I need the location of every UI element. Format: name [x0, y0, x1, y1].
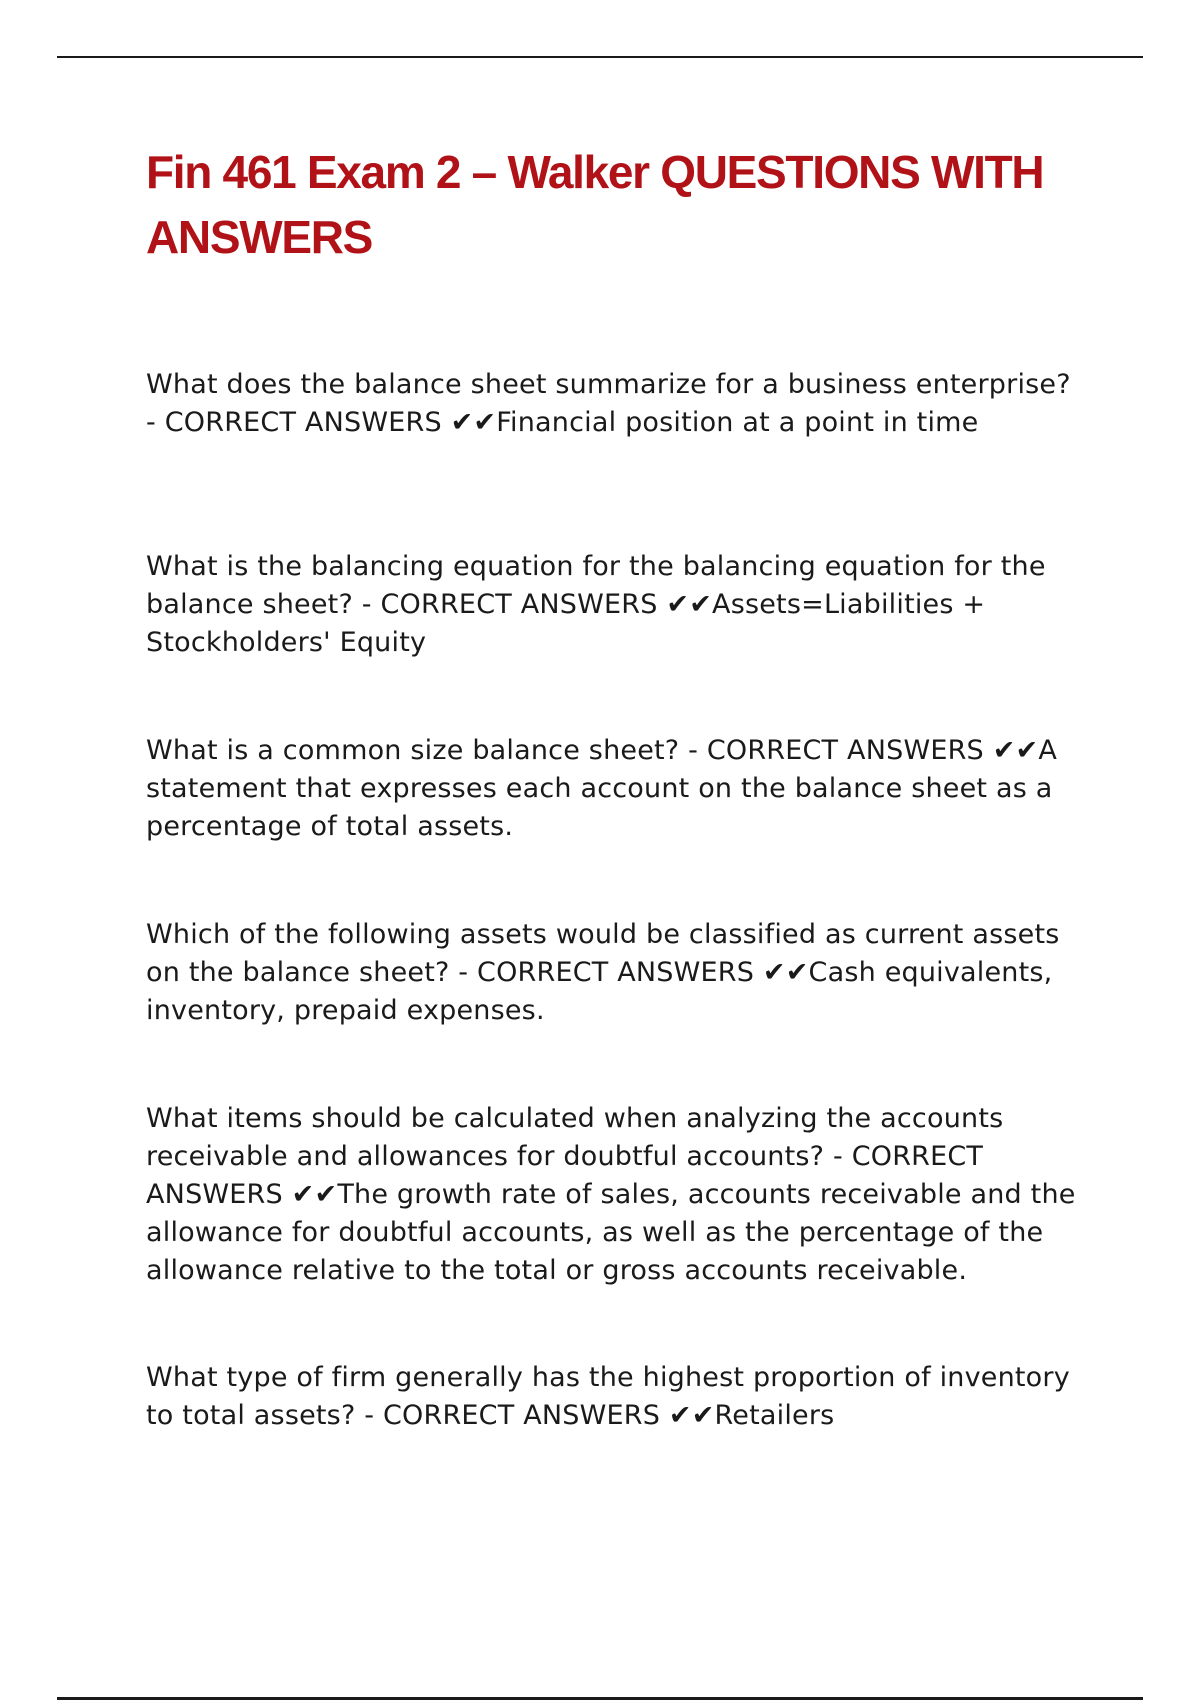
- qa-entry-1: [146, 366, 1086, 442]
- qa-entry-3: [146, 732, 1086, 846]
- check-icon: ✔✔: [450, 407, 497, 438]
- question-text: What is a common size balance sheet? - CORRECT ANSWERS: [146, 735, 984, 766]
- question-text: Which of the following assets would be classified as current assets on the balance sheet? - CORRECT ANSWERS: [146, 919, 1060, 988]
- check-icon: ✔✔: [291, 1179, 338, 1210]
- question-text: What is the balancing equation for the balancing equation for the balance sheet? - CORRECT ANSWERS: [146, 551, 1046, 620]
- qa-entry-4: [146, 916, 1086, 1030]
- check-icon: ✔✔: [992, 735, 1039, 766]
- question-text: What type of firm generally has the highest proportion of inventory to total assets? - CORRECT ANSWERS: [146, 1362, 1070, 1431]
- header-rule: [57, 56, 1143, 58]
- check-icon: ✔✔: [668, 1400, 715, 1431]
- answer-text: A statement that expresses each account on the balance sheet as a percentage of total assets.: [146, 735, 1058, 842]
- question-text: What items should be calculated when analyzing the accounts receivable and allowances for doubtful accounts? - CORRECT ANSWERS: [146, 1103, 1004, 1210]
- qa-entry-6: [146, 1359, 1086, 1435]
- check-icon: ✔✔: [666, 589, 713, 620]
- check-icon: ✔✔: [762, 957, 809, 988]
- answer-text: Assets=Liabilities + Stockholders' Equity: [146, 589, 986, 658]
- answer-text: The growth rate of sales, accounts receivable and the allowance for doubtful accounts, as well as the percentage of the allowance relative to the total or gross accounts receivable.: [146, 1179, 1076, 1286]
- answer-text: Cash equivalents, inventory, prepaid expenses.: [146, 957, 1053, 1026]
- answer-text: Financial position at a point in time: [496, 407, 979, 438]
- question-text: What does the balance sheet summarize for a business enterprise? - CORRECT ANSWERS: [146, 369, 1071, 438]
- answer-text: Retailers: [714, 1400, 835, 1431]
- page-title: Fin 461 Exam 2 – Walker QUESTIONS WITH ANSWERS: [146, 146, 1044, 263]
- qa-entry-5: [146, 1100, 1086, 1290]
- qa-entry-2: [146, 548, 1086, 662]
